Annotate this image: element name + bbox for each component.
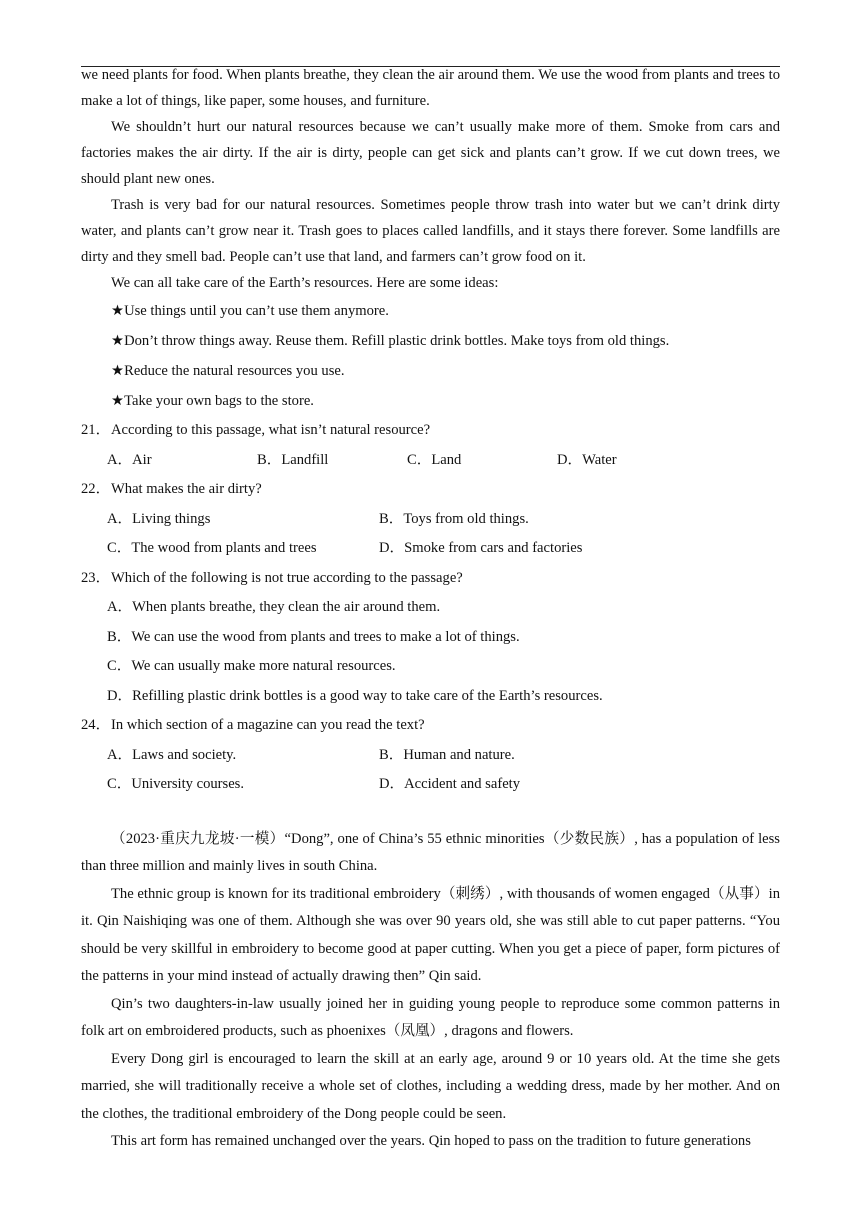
tip-item: ★Reduce the natural resources you use. [111,363,345,379]
question-24 [81,711,780,800]
question-text: What makes the air dirty? [111,481,262,497]
question-text: According to this passage, what isn’t natural resource? [111,422,431,438]
passage2-paragraph-1: The ethnic group is known for its traditional embroidery（刺绣）, with thousands of women engaged（从事）in it. Qin Naishiqing was one of them. Although she was over 90 years old, she was still able to cut paper patterns. “You should be very skillful in embroidery to become good at paper cutting. When you get a piece of paper, form pictures of the patterns in your mind instead of actually drawing then” Qin said. [81,885,780,984]
option-b: B．We can use the wood from plants and trees to make a lot of things. [107,628,520,645]
question-22 [81,475,780,564]
passage1-paragraph-3: We can all take care of the Earth’s resources. Here are some ideas: [111,275,499,291]
option-a: A．When plants breathe, they clean the air around them. [107,599,441,615]
option-b: B．Landfill [257,451,329,468]
option-c: C．University courses. [107,776,245,792]
question-23 [81,564,780,712]
passage1-paragraph-2: Trash is very bad for our natural resources. Sometimes people throw trash into water but we can’t drink dirty water, and plants can’t grow near it. Trash goes to places called landfills, and it stays there forever. Some landfills are dirty and they smell bad. People can’t use that land, and farmers can’t grow food on it. [81,197,780,265]
passage2-paragraph-3: Every Dong girl is encouraged to learn the skill at an early age, around 9 or 10 years old. At the time she gets married, she will traditionally receive a whole set of clothes, including a wedding dress, made by her mother. And on the clothes, the traditional embroidery of the Dong people could be seen. [81,1050,780,1122]
passage1-paragraph-0: we need plants for food. When plants breathe, they clean the air around them. We use the wood from plants and trees to make a lot of things, like paper, some houses, and furniture. [81,67,780,109]
tip-item: ★Use things until you can’t use them anymore. [111,303,389,319]
option-b: B．Toys from old things. [379,510,529,527]
passage2-paragraph-0: （2023·重庆九龙坡·一模）“Dong”, one of China’s 55 ethnic minorities（少数民族）, has a population of less than three million and mainly lives in south China. [81,830,780,874]
option-c: C．We can usually make more natural resources. [107,658,396,674]
passage2-paragraph-2: Qin’s two daughters-in-law usually joined her in guiding young people to reproduce some common patterns in folk art on embroidered products, such as phoenixes（凤凰）, dragons and flowers. [81,995,780,1039]
option-a: A．Air [107,451,152,468]
option-d: D．Smoke from cars and factories [379,540,583,556]
question-text: Which of the following is not true according to the passage? [111,569,463,586]
option-a: A．Living things [107,510,211,527]
question-21 [81,416,780,475]
option-b: B．Human and nature. [379,746,515,763]
option-c: C．The wood from plants and trees [107,540,317,556]
option-c: C．Land [407,451,462,468]
question-number: 23． [81,569,111,586]
passage1-paragraph-1: We shouldn’t hurt our natural resources because we can’t usually make more of them. Smoke from cars and factories makes the air dirty. If the air is dirty, people can get sick and plants can’t grow. If we cut down trees, we should plant new ones. [81,119,780,187]
tip-item: ★Take your own bags to the store. [111,393,314,409]
tip-item: ★Don’t throw things away. Reuse them. Refill plastic drink bottles. Make toys from old things. [111,333,670,349]
option-d: D．Accident and safety [379,776,521,792]
question-text: In which section of a magazine can you read the text? [111,717,425,733]
passage2-paragraph-4: This art form has remained unchanged over the years. Qin hoped to pass on the tradition to future generations [111,1133,751,1149]
question-number: 22． [81,481,111,497]
question-number: 24． [81,717,111,733]
option-d: D．Refilling plastic drink bottles is a good way to take care of the Earth’s resources. [107,687,603,704]
question-number: 21． [81,422,111,438]
document-page [81,62,780,1156]
option-d: D．Water [557,451,617,468]
option-a: A．Laws and society. [107,746,237,763]
